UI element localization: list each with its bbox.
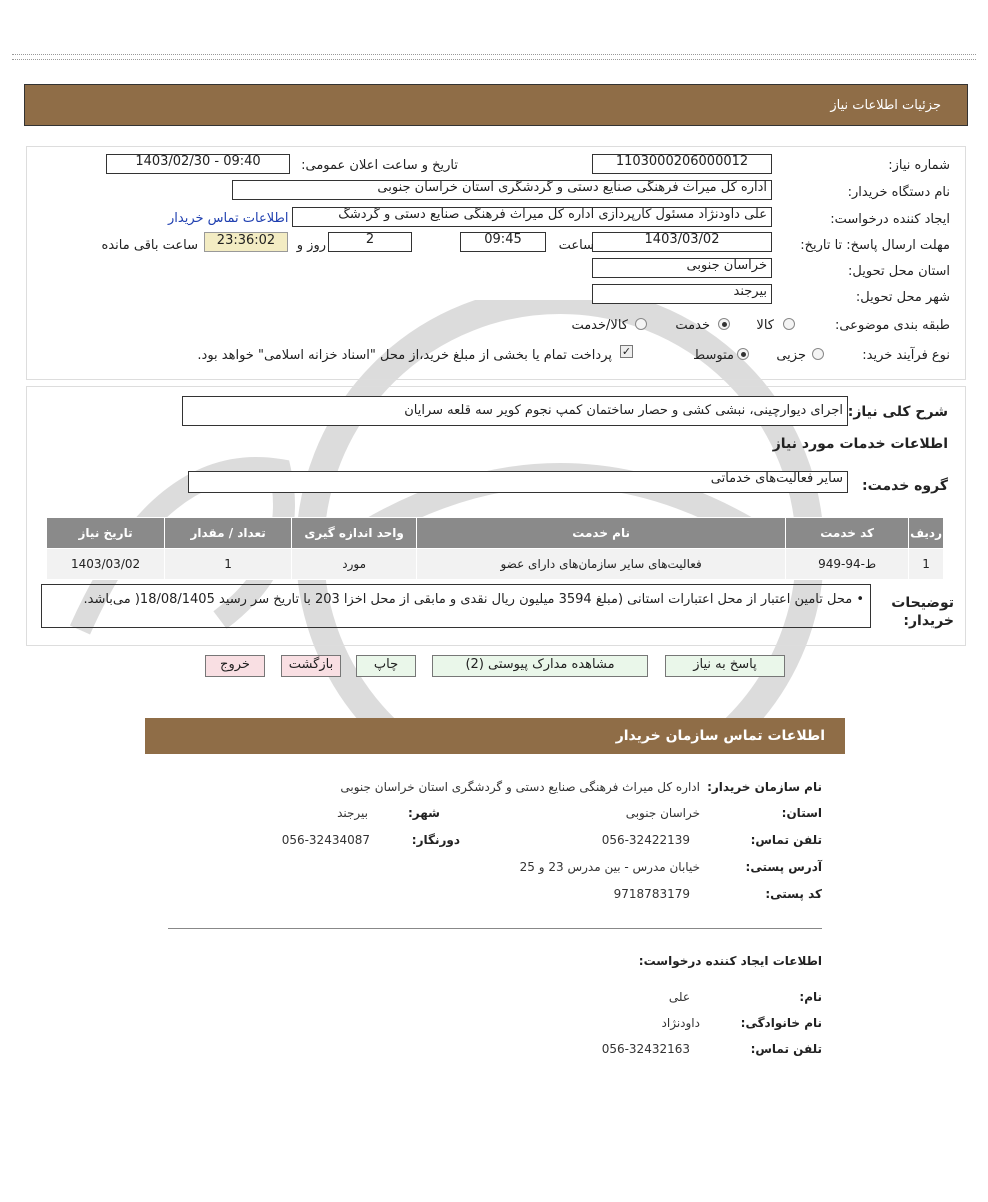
contact-city-label: شهر:: [408, 806, 440, 820]
category-option-both: کالا/خدمت: [571, 318, 628, 333]
hour-label: ساعت: [558, 238, 594, 253]
col-header-row: ردیف: [909, 518, 944, 549]
city-label: شهر محل تحویل:: [855, 290, 950, 305]
contact-header: [145, 718, 845, 754]
announce-field[interactable]: 1403/02/30 - 09:40: [106, 154, 290, 174]
cell-qty: 1: [165, 549, 292, 580]
exit-button[interactable]: خروج: [205, 655, 265, 677]
creator-phone: 056-32432163: [601, 1042, 690, 1056]
creator-last-name: داودنژاد: [661, 1016, 700, 1030]
contact-divider: [168, 928, 822, 929]
contact-postal-label: کد پستی:: [765, 887, 822, 901]
deadline-label: مهلت ارسال پاسخ: تا تاریخ:: [800, 238, 950, 253]
creator-title: اطلاعات ایجاد کننده درخواست:: [638, 954, 822, 968]
contact-org-label: نام سازمان خریدار:: [707, 780, 822, 794]
back-button[interactable]: بازگشت: [281, 655, 341, 677]
contact-city: بیرجند: [337, 806, 368, 820]
province-label: استان محل تحویل:: [848, 264, 950, 279]
days-field[interactable]: 2: [328, 232, 412, 252]
cell-row: 1: [909, 549, 944, 580]
province-field[interactable]: خراسان جنوبی: [592, 258, 772, 278]
deadline-time-field[interactable]: 09:45: [460, 232, 546, 252]
announce-label: تاریخ و ساعت اعلان عمومی:: [301, 158, 458, 173]
page-header: [24, 84, 968, 126]
category-radio-goods[interactable]: [783, 318, 795, 330]
table-row: [47, 549, 944, 580]
contact-title: اطلاعات تماس سازمان خریدار: [615, 728, 825, 744]
need-number-label: شماره نیاز:: [888, 158, 950, 173]
category-option-service: خدمت: [675, 318, 710, 333]
city-field[interactable]: بیرجند: [592, 284, 772, 304]
contact-org: اداره کل میراث فرهنگی صنایع دستی و گردشگری استان خراسان جنوبی: [340, 780, 700, 794]
process-label: نوع فرآیند خرید:: [862, 348, 950, 363]
contact-address: خیابان مدرس - بین مدرس 23 و 25: [519, 860, 700, 874]
need-number-field[interactable]: 1103000206000012: [592, 154, 772, 174]
remaining-label: ساعت باقی مانده: [101, 238, 198, 253]
cell-code: ط-94-949: [786, 549, 909, 580]
process-radio-minor[interactable]: [812, 348, 824, 360]
cell-name: فعالیت‌های سایر سازمان‌های دارای عضو: [417, 549, 786, 580]
days-label: روز و: [296, 238, 326, 253]
col-header-date: تاریخ نیاز: [47, 518, 165, 549]
contact-province: خراسان جنوبی: [625, 806, 700, 820]
remaining-timer: 23:36:02: [204, 232, 288, 252]
col-header-code: کد خدمت: [786, 518, 909, 549]
contact-fax: 056-32434087: [281, 833, 370, 847]
creator-first-name: علی: [668, 990, 690, 1004]
print-button[interactable]: چاپ: [356, 655, 416, 677]
services-table: [46, 517, 944, 580]
contact-phone: 056-32422139: [601, 833, 690, 847]
category-radio-service[interactable]: [718, 318, 730, 330]
creator-first-name-label: نام:: [799, 990, 822, 1004]
col-header-qty: تعداد / مقدار: [165, 518, 292, 549]
buyer-contact-link[interactable]: اطلاعات تماس خریدار: [168, 211, 289, 226]
page-title: جزئیات اطلاعات نیاز: [830, 98, 941, 113]
contact-province-label: استان:: [781, 806, 822, 820]
creator-phone-label: تلفن تماس:: [750, 1042, 822, 1056]
treasury-payment-checkbox[interactable]: ✓: [621, 345, 632, 358]
requester-field[interactable]: علی داودنژاد مسئول کارپردازی اداره کل میراث فرهنگی صنایع دستی و گردشگ: [292, 207, 772, 227]
top-divider: [12, 54, 976, 60]
col-header-unit: واحد اندازه گیری: [292, 518, 417, 549]
category-label: طبقه بندی موضوعی:: [834, 318, 950, 333]
category-radio-both[interactable]: [635, 318, 647, 330]
payment-note: پرداخت تمام یا بخشی از مبلغ خرید،از محل "اسناد خزانه اسلامی" خواهد بود.: [197, 348, 612, 363]
contact-phone-label: تلفن تماس:: [750, 833, 822, 847]
services-heading: اطلاعات خدمات مورد نیاز: [772, 436, 948, 452]
deadline-date-field[interactable]: 1403/03/02: [592, 232, 772, 252]
contact-fax-label: دورنگار:: [411, 833, 460, 847]
contact-postal: 9718783179: [613, 887, 690, 901]
category-option-goods: کالا: [756, 318, 774, 333]
process-option-medium: متوسط: [693, 348, 734, 363]
cell-date: 1403/03/02: [47, 549, 165, 580]
col-header-name: نام خدمت: [417, 518, 786, 549]
service-group-label: گروه خدمت:: [862, 478, 948, 494]
buyer-notes-label: توضیحات خریدار:: [891, 595, 954, 629]
cell-unit: مورد: [292, 549, 417, 580]
buyer-org-field[interactable]: اداره کل میراث فرهنگی صنایع دستی و گردشگری استان خراسان جنوبی: [232, 180, 772, 200]
general-desc-field[interactable]: اجرای دیوارچینی، نبشی کشی و حصار ساختمان کمپ نجوم کویر سه قلعه سرایان: [182, 396, 848, 426]
service-group-field[interactable]: سایر فعالیت‌های خدماتی: [188, 471, 848, 493]
requester-label: ایجاد کننده درخواست:: [830, 212, 950, 227]
process-radio-medium[interactable]: [737, 348, 749, 360]
process-option-minor: جزیی: [776, 348, 806, 363]
reply-button[interactable]: پاسخ به نیاز: [665, 655, 785, 677]
creator-last-name-label: نام خانوادگی:: [740, 1016, 822, 1030]
general-desc-label: شرح کلی نیاز:: [847, 404, 948, 420]
buyer-org-label: نام دستگاه خریدار:: [847, 185, 950, 200]
view-documents-button[interactable]: مشاهده مدارک پیوستی (2): [432, 655, 648, 677]
contact-address-label: آدرس پستی:: [745, 860, 822, 874]
buyer-notes-box: • محل تامین اعتبار از محل اعتبارات استانی (مبلغ 3594 میلیون ریال نقدی و مابقی از محل اخزا 203 با تاریخ سر رسید 18/08/1405( می‌باشد.: [41, 584, 871, 628]
